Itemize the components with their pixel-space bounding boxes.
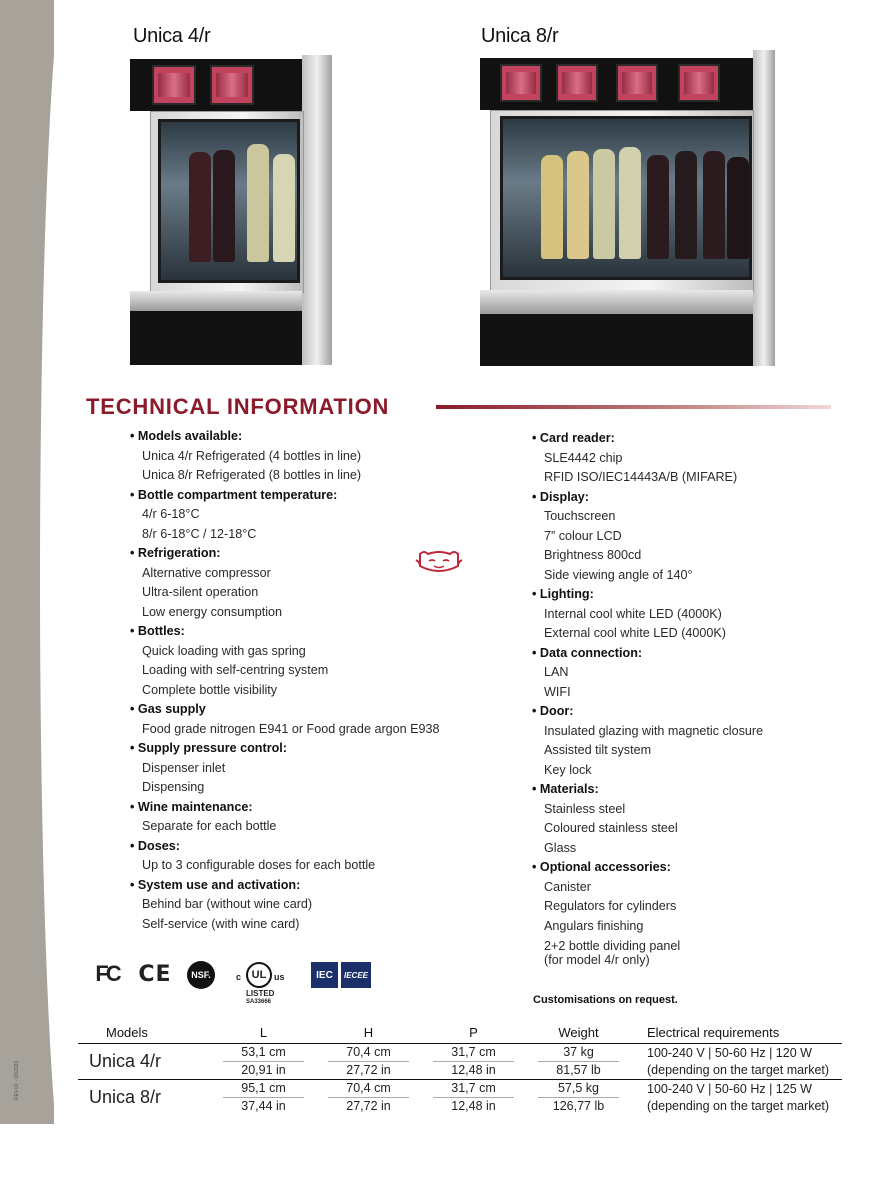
spec-item: Complete bottle visibility (142, 682, 278, 697)
spec-section-title: • Card reader: (532, 429, 832, 449)
revision-note: REV.01 - 03/2021 (14, 1060, 20, 1100)
row-p-cm: 31,7 cm (433, 1044, 514, 1062)
row-weight-kg: 37 kg (538, 1044, 619, 1062)
spec-item: WIFI (544, 684, 571, 699)
spec-item: Insulated glazing with magnetic closure (544, 723, 764, 738)
row-electrical-note: (depending on the target market) (647, 1098, 830, 1113)
spec-item: Dispenser inlet (142, 760, 226, 775)
spec-item: Canister (544, 879, 591, 894)
spec-item: Regulators for cylinders (544, 899, 677, 913)
header-models: Models (106, 1024, 148, 1040)
spec-item: Internal cool white LED (4000K) (544, 606, 722, 621)
spec-section-title: • Doses: (130, 837, 510, 857)
row-h-in: 27,72 in (346, 1099, 391, 1113)
ul-listed-logo: c UL us LISTED SA33666 (236, 962, 296, 1008)
spec-item: Ultra-silent operation (142, 585, 259, 599)
spec-item: Coloured stainless steel (544, 821, 678, 835)
spec-item: Angulars finishing (544, 918, 644, 933)
table-row (78, 1080, 842, 1116)
ce-logo: CE (138, 961, 172, 987)
spec-item: Loading with self-centring system (142, 663, 329, 677)
table-header-row (78, 1021, 842, 1044)
customisation-note: Customisations on request. (533, 994, 678, 1006)
nsf-logo: NSF. (187, 961, 215, 989)
spec-item: Behind bar (without wine card) (142, 897, 313, 911)
row-h-cm: 70,4 cm (328, 1080, 409, 1098)
row-l-in: 20,91 in (241, 1063, 286, 1077)
row-h-cm: 70,4 cm (328, 1044, 409, 1062)
dimensions-table (78, 1021, 842, 1115)
row-electrical-note: (depending on the target market) (647, 1062, 830, 1077)
spec-item: 4/r 6-18°C (142, 507, 200, 521)
row-model-name: Unica 8/r (78, 1080, 211, 1116)
spec-item: 7” colour LCD (544, 528, 622, 543)
row-weight-lb: 126,77 lb (552, 1099, 605, 1113)
spec-item: Low energy consumption (142, 604, 283, 619)
header-p: P (469, 1024, 478, 1040)
spec-section-title: • Supply pressure control: (130, 739, 510, 759)
spec-item: Brightness 800cd (544, 548, 642, 562)
row-p-in: 12,48 in (451, 1063, 496, 1077)
model-label-4r: Unica 4/r (133, 25, 211, 47)
row-electrical: 100-240 V | 50-60 Hz | 120 W (647, 1045, 812, 1060)
spec-item: Separate for each bottle (142, 819, 277, 833)
header-l: L (259, 1024, 268, 1040)
spec-item: External cool white LED (4000K) (544, 626, 727, 640)
model-label-8r: Unica 8/r (481, 25, 559, 47)
fcc-logo: FC (95, 961, 119, 986)
spec-section-title: • Models available: (130, 427, 510, 447)
spec-section-title: • Door: (532, 702, 832, 722)
spec-item: Unica 4/r Refrigerated (4 bottles in line) (142, 448, 362, 463)
row-weight-kg: 57,5 kg (538, 1080, 619, 1098)
spec-section-title: • Bottles: (130, 622, 510, 642)
spec-item: 8/r 6-18°C / 12-18°C (142, 526, 257, 541)
row-l-cm: 53,1 cm (223, 1044, 304, 1062)
spec-section-title: • System use and activation: (130, 876, 510, 896)
spec-item: Quick loading with gas spring (142, 643, 306, 658)
row-weight-lb: 81,57 lb (556, 1063, 601, 1077)
row-electrical: 100-240 V | 50-60 Hz | 125 W (647, 1081, 812, 1096)
decorative-side-curve (40, 0, 100, 1200)
unica-4r-image (130, 55, 335, 370)
spec-item: SLE4442 chip (544, 450, 623, 465)
row-p-in: 12,48 in (451, 1099, 496, 1113)
cat-mascot-icon (414, 548, 464, 576)
table-row (78, 1044, 842, 1080)
spec-item: Assisted tilt system (544, 743, 652, 757)
spec-item: LAN (544, 665, 569, 679)
spec-item: Dispensing (142, 780, 205, 794)
iec-logo: IEC (311, 962, 338, 988)
spec-section-title: • Lighting: (532, 585, 832, 605)
spec-section-title: • Display: (532, 488, 832, 508)
spec-item: Stainless steel (544, 801, 626, 816)
spec-item: Touchscreen (544, 509, 616, 523)
section-heading: TECHNICAL INFORMATION (86, 394, 390, 419)
spec-item: Food grade nitrogen E941 or Food grade argon E938 (142, 721, 440, 736)
spec-section-title: • Data connection: (532, 644, 832, 664)
row-model-name: Unica 4/r (78, 1044, 211, 1080)
spec-item: Self-service (with wine card) (142, 916, 300, 931)
left-spec-column (130, 427, 510, 934)
row-h-in: 27,72 in (346, 1063, 391, 1077)
spec-item: RFID ISO/IEC14443A/B (MIFARE) (544, 470, 738, 484)
spec-section-title: • Bottle compartment temperature: (130, 486, 510, 506)
right-spec-column (532, 429, 832, 967)
unica-8r-image (478, 50, 776, 368)
spec-item: Alternative compressor (142, 565, 271, 580)
row-l-cm: 95,1 cm (223, 1080, 304, 1098)
iecee-logo: IECEE (341, 962, 371, 988)
spec-section-title: • Materials: (532, 780, 832, 800)
spec-section-title: • Refrigeration: (130, 544, 510, 564)
spec-item: Unica 8/r Refrigerated (8 bottles in line) (142, 468, 362, 482)
spec-section-title: • Gas supply (130, 700, 510, 720)
row-l-in: 37,44 in (241, 1099, 286, 1113)
header-electrical: Electrical requirements (647, 1024, 780, 1040)
spec-item: Key lock (544, 762, 592, 777)
spec-item: Up to 3 configurable doses for each bottle (142, 858, 376, 872)
header-h: H (363, 1024, 374, 1040)
row-p-cm: 31,7 cm (433, 1080, 514, 1098)
spec-item: Side viewing angle of 140° (544, 567, 693, 582)
spec-item: Glass (544, 840, 577, 855)
header-weight: Weight (558, 1024, 599, 1040)
heading-rule (436, 405, 831, 409)
spec-section-title: • Optional accessories: (532, 858, 832, 878)
spec-item: 2+2 bottle dividing panel (for model 4/r only) (544, 939, 681, 967)
spec-section-title: • Wine maintenance: (130, 798, 510, 818)
